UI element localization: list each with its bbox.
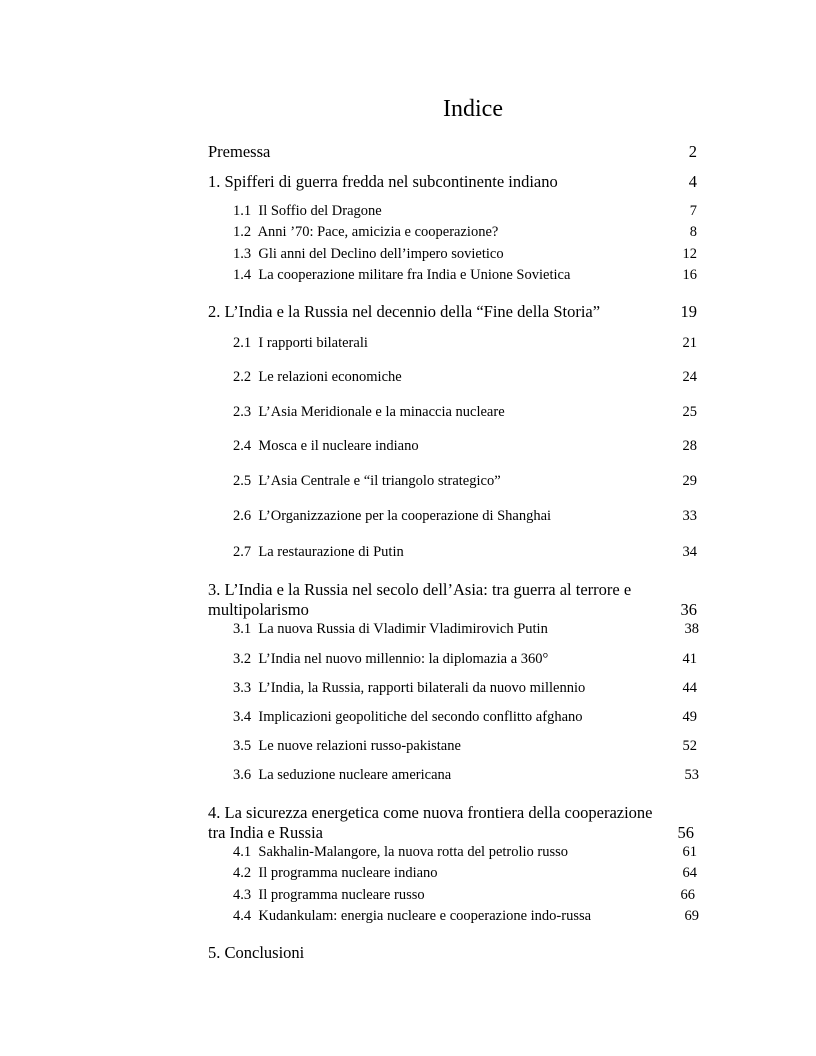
toc-page-chapter-3: 36 [680, 600, 697, 619]
toc-sub-1-1: 1.1 Il Soffio del Dragone [233, 203, 382, 219]
toc-sub-1-4: 1.4 La cooperazione militare fra India e Unione Sovietica [233, 267, 571, 283]
toc-sub-2-7: 2.7 La restaurazione di Putin [233, 544, 404, 560]
toc-chapter-4-line2: tra India e Russia [208, 823, 324, 842]
toc-chapter-3-line2: multipolarismo [208, 600, 309, 619]
toc-chapter-2: 2. L’India e la Russia nel decennio della “Fine della Storia” [208, 302, 601, 321]
toc-page-3-1: 38 [684, 621, 699, 637]
toc-sub-3-2: 3.2 L’India nel nuovo millennio: la diplomazia a 360° [233, 651, 549, 667]
toc-page-1-3: 12 [682, 246, 697, 262]
toc-entry-premessa: Premessa [208, 142, 271, 161]
toc-sub-4-2: 4.2 Il programma nucleare indiano [233, 865, 438, 881]
toc-sub-1-2: 1.2 Anni ’70: Pace, amicizia e cooperazione? [233, 224, 499, 240]
toc-page-3-2: 41 [682, 651, 697, 667]
toc-page-chapter-1: 4 [688, 172, 697, 191]
toc-sub-3-3: 3.3 L’India, la Russia, rapporti bilaterali da nuovo millennio [233, 680, 586, 696]
toc-page-2-5: 29 [682, 473, 697, 489]
toc-chapter-3-line1: 3. L’India e la Russia nel secolo dell’Asia: tra guerra al terrore e [208, 580, 632, 599]
toc-sub-3-5: 3.5 Le nuove relazioni russo-pakistane [233, 738, 461, 754]
toc-page-chapter-2: 19 [680, 302, 697, 321]
toc-page-1-4: 16 [682, 267, 697, 283]
toc-sub-2-5: 2.5 L’Asia Centrale e “il triangolo strategico” [233, 473, 501, 489]
toc-sub-2-4: 2.4 Mosca e il nucleare indiano [233, 438, 419, 454]
toc-page-2-7: 34 [682, 544, 697, 560]
toc-sub-3-1: 3.1 La nuova Russia di Vladimir Vladimirovich Putin [233, 621, 548, 637]
toc-page-premessa: 2 [688, 142, 697, 161]
toc-page-2-2: 24 [682, 369, 697, 385]
toc-page-2-6: 33 [682, 508, 697, 524]
toc-page-4-4: 69 [684, 908, 699, 924]
page-title: Indice [443, 96, 503, 122]
toc-sub-1-3: 1.3 Gli anni del Declino dell’impero sovietico [233, 246, 504, 262]
toc-sub-4-1: 4.1 Sakhalin-Malangore, la nuova rotta del petrolio russo [233, 844, 569, 860]
toc-page-4-2: 64 [682, 865, 697, 881]
toc-sub-2-3: 2.3 L’Asia Meridionale e la minaccia nucleare [233, 404, 505, 420]
toc-page-4-3: 66 [680, 887, 695, 903]
toc-page-2-3: 25 [682, 404, 697, 420]
toc-sub-4-4: 4.4 Kudankulam: energia nucleare e cooperazione indo-russa [233, 908, 592, 924]
toc-page-3-5: 52 [682, 738, 697, 754]
toc-page-3-4: 49 [682, 709, 697, 725]
toc-sub-2-1: 2.1 I rapporti bilaterali [233, 335, 368, 351]
toc-chapter-4-line1: 4. La sicurezza energetica come nuova frontiera della cooperazione [208, 803, 653, 822]
toc-chapter-5: 5. Conclusioni [208, 943, 305, 962]
toc-page-1-1: 7 [689, 203, 697, 219]
toc-sub-4-3: 4.3 Il programma nucleare russo [233, 887, 425, 903]
toc-page-2-4: 28 [682, 438, 697, 454]
toc-sub-3-6: 3.6 La seduzione nucleare americana [233, 767, 452, 783]
toc-page-chapter-4: 56 [677, 823, 694, 842]
toc-page-2-1: 21 [682, 335, 697, 351]
toc-page-4-1: 61 [682, 844, 697, 860]
toc-sub-2-6: 2.6 L’Organizzazione per la cooperazione di Shanghai [233, 508, 552, 524]
toc-page-1-2: 8 [689, 224, 697, 240]
toc-chapter-1: 1. Spifferi di guerra fredda nel subcontinente indiano [208, 172, 558, 191]
toc-sub-3-4: 3.4 Implicazioni geopolitiche del secondo conflitto afghano [233, 709, 583, 725]
toc-page-3-3: 44 [682, 680, 697, 696]
toc-page-3-6: 53 [684, 767, 699, 783]
toc-sub-2-2: 2.2 Le relazioni economiche [233, 369, 402, 385]
